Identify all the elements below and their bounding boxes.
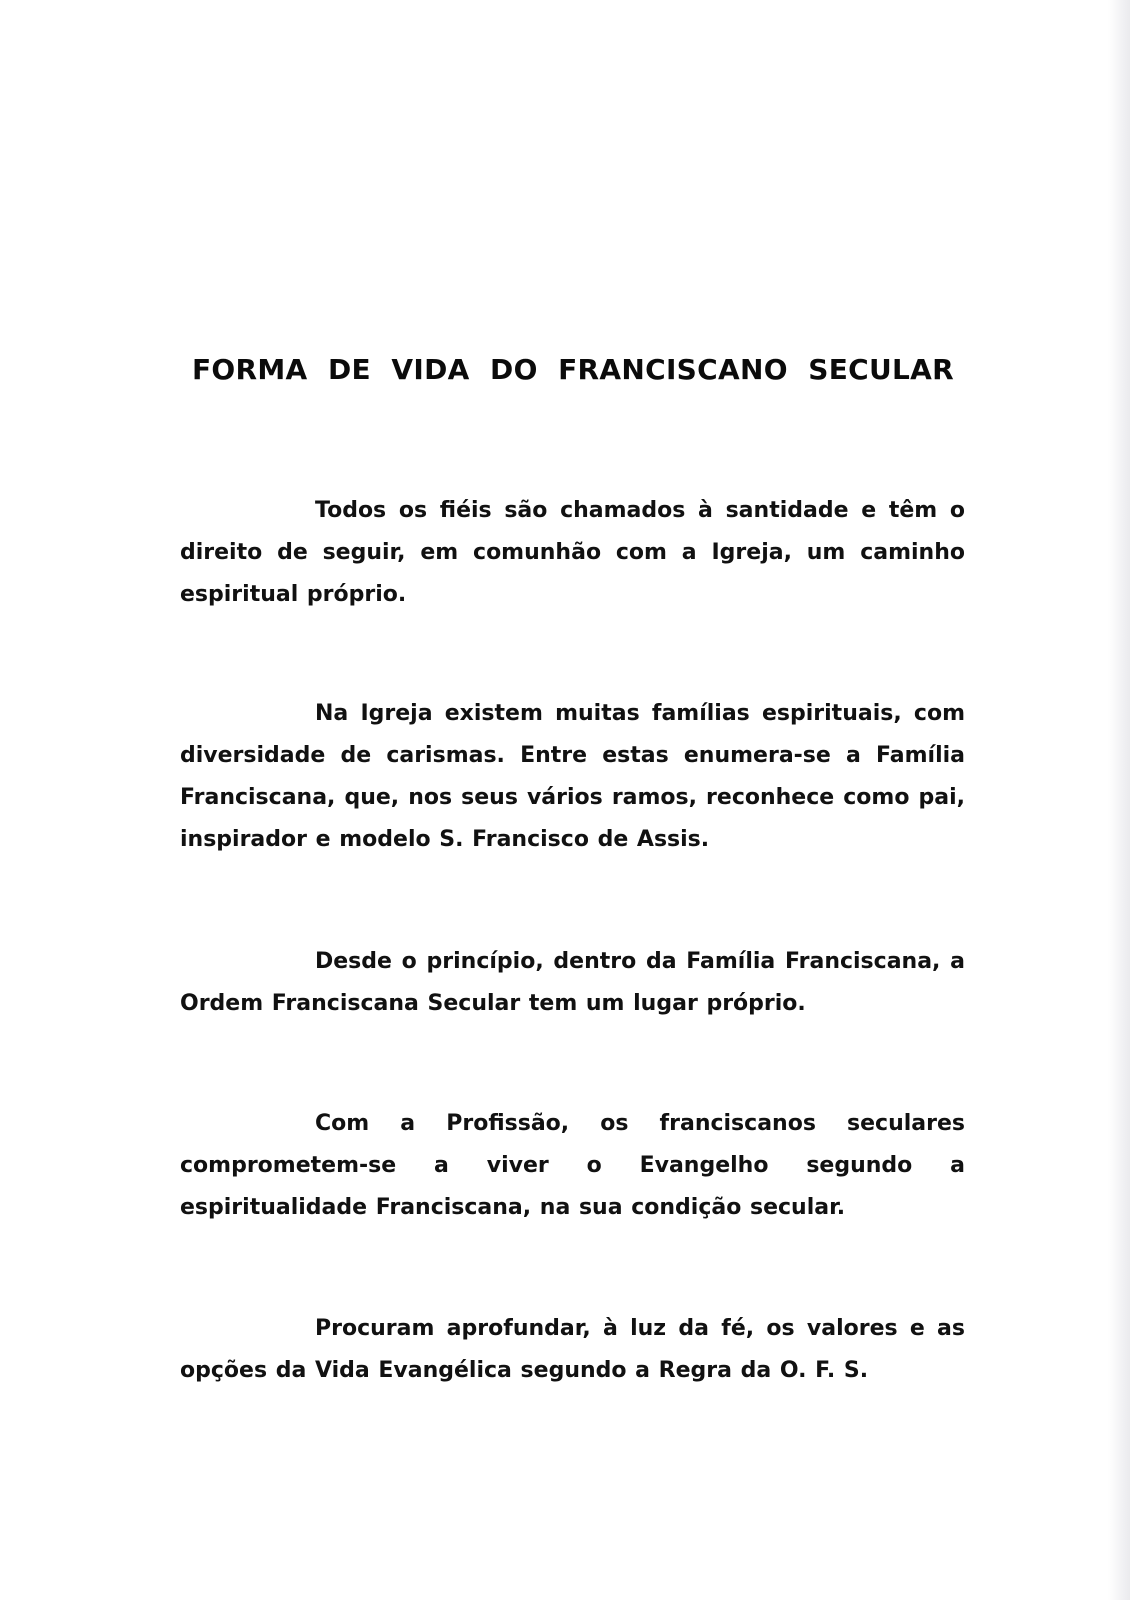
paragraph-5: Procuram aprofundar, à luz da fé, os valores e as opções da Vida Evangélica segundo a Regra da O. F. S. [180,1316,965,1383]
page-edge-shadow [1108,0,1130,1600]
paragraph-1: Todos os fiéis são chamados à santidade e têm o direito de seguir, em comunhão com a Igreja, um caminho espiritual próprio. [180,498,965,607]
paragraph-3: Desde o princípio, dentro da Família Franciscana, a Ordem Franciscana Secular tem um lugar próprio. [180,949,965,1016]
document-title: FORMA DE VIDA DO FRANCISCANO SECULAR [192,353,954,386]
paragraph-2: Na Igreja existem muitas famílias espirituais, com diversidade de carismas. Entre estas enumera-se a Família Franciscana, que, nos seus vários ramos, reconhece como pai, inspirador e modelo S. Francisco de Assis. [180,701,965,852]
paragraph-4: Com a Profissão, os franciscanos seculares comprometem-se a viver o Evangelho segundo a espiritualidade Franciscana, na sua condição secular. [180,1111,965,1220]
